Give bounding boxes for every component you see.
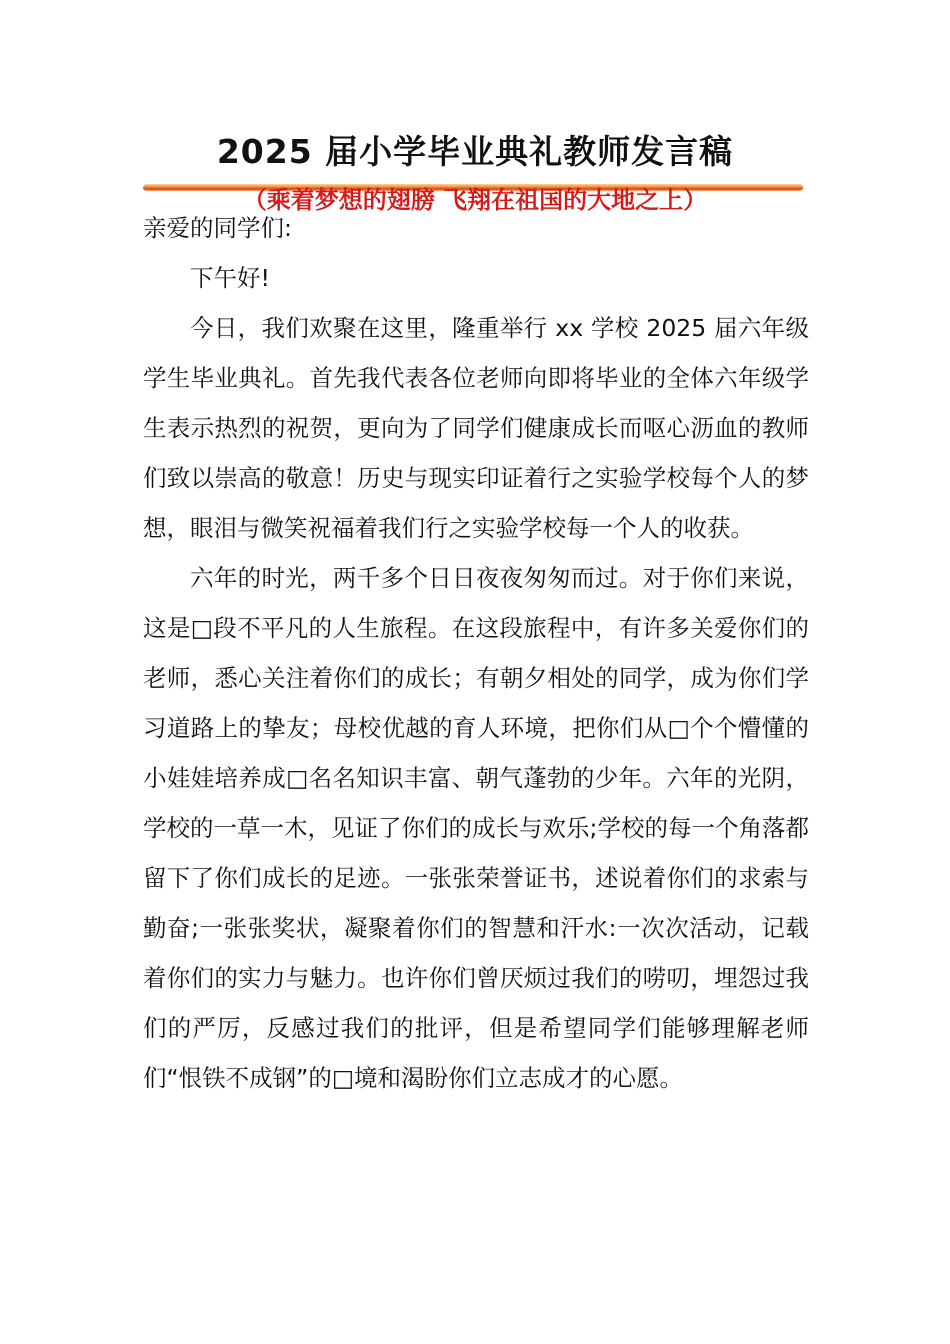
greeting-line: 亲爱的同学们: (143, 214, 292, 242)
body-paragraph: 六年的时光，两千多个日日夜夜匆匆而过。对于你们来说，这是□段不平凡的人生旅程。在这段旅程中，有许多关爱你们的老师，悉心关注着你们的成长；有朝夕相处的同学，成为你们学习道路上的挚友；母校优越的育人环境，把你们从□个个懵懂的小娃娃培养成□名名知识丰富、朝气蓬勃的少年。六年的光阴，学校的一草一木，见证了你们的成长与欢乐;学校的每一个角落都留下了你们成长的足迹。一张张荣誉证书，述说着你们的求索与勤奋;一张张奖状，凝聚着你们的智慧和汗水:一次次活动，记载着你们的实力与魅力。也许你们曾厌烦过我们的唠叨，埋怨过我们的严厉，反感过我们的批评，但是希望同学们能够理解老师们“恨铁不成钢”的□境和渴盼你们立志成才的心愿。 (143, 564, 809, 1092)
document-subtitle: （乘着梦想的翅膀 飞翔在祖国的大地之上） (242, 186, 708, 214)
body-paragraph: 下午好! (190, 264, 270, 292)
body-paragraph: 今日，我们欢聚在这里，隆重举行 xx 学校 2025 届六年级学生毕业典礼。首先我代表各位老师向即将毕业的全体六年级学生表示热烈的祝贺，更向为了同学们健康成长而呕心沥血的教师们致以崇高的敬意！历史与现实印证着行之实验学校每个人的梦想，眼泪与微笑祝福着我们行之实验学校每一个人的收获。 (143, 314, 809, 542)
document-body (143, 203, 809, 1103)
document-title: 2025 届小学毕业典礼教师发言稿 (216, 132, 734, 171)
